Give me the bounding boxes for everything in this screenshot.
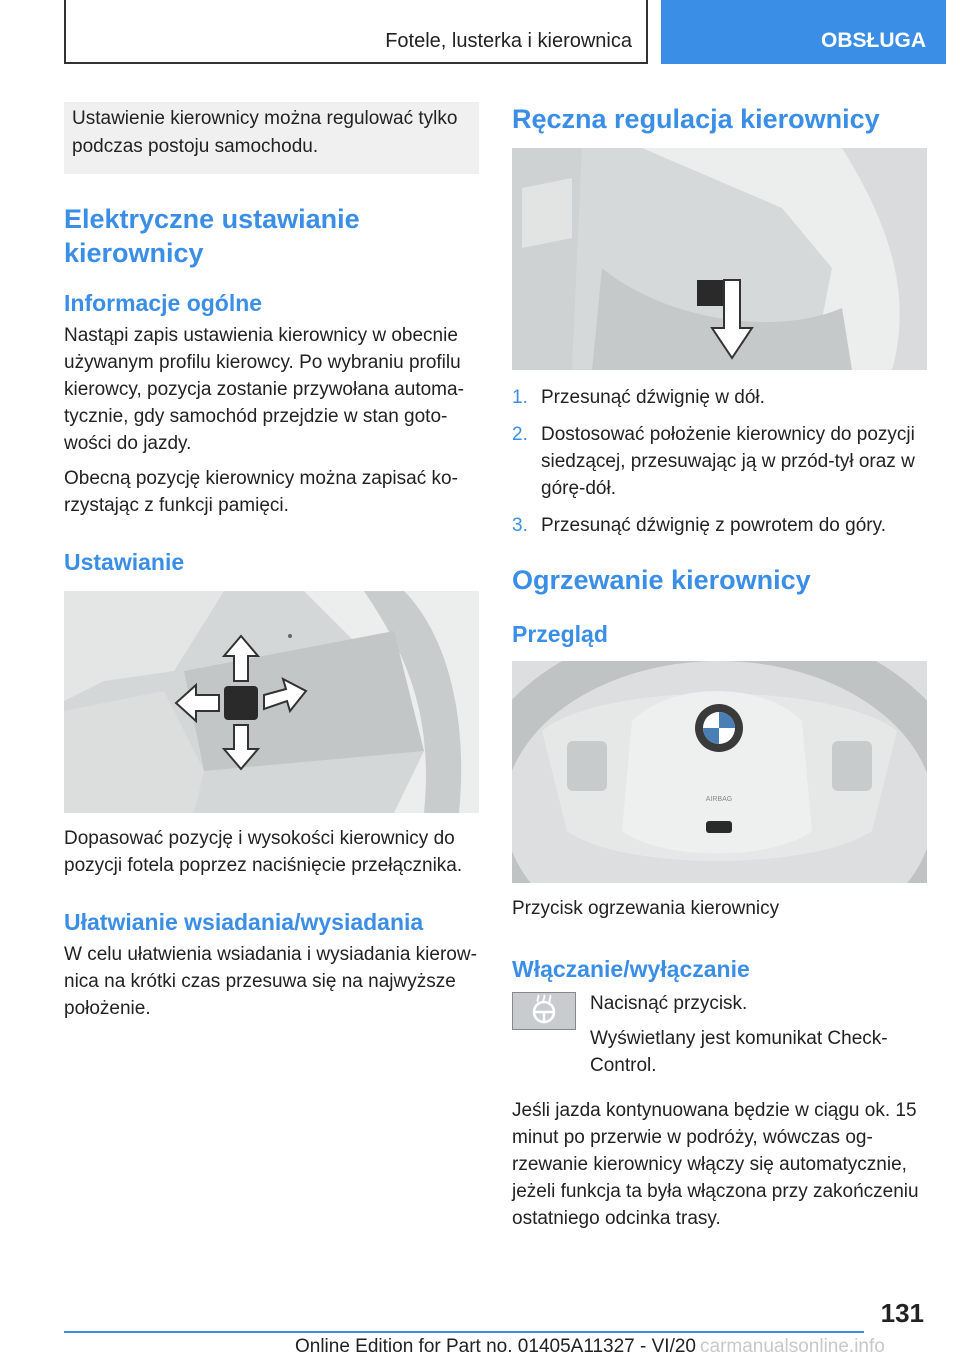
edition-text: Online Edition for Part no. 01405A11327 - VI/20 [294,1336,696,1357]
steering-wheel-illustration [512,661,927,883]
caption-setting: Dopasować pozycję i wysokości kierownicy do pozycji fotela poprzez naciśnięcie przełącznika. [64,828,463,876]
heading-electric-adjustment: Elektryczne ustawianie kierownicy [64,204,360,268]
note-box: Ustawienie kierownicy można regulować tylko podczas postoju samochodu. [64,102,479,174]
paragraph-auto-heating: Jeśli jazda kontynuowana będzie w ciągu ok. 15 minut po przerwie w podróży, wówczas ogrzewanie kierownicy włączy się automatycznie, jeżeli funkcja ta była włączona przy zakończeniu ostatniego odcinka trasy. [512,1100,919,1229]
left-column [64,102,479,1022]
heading-overview: Przegląd [512,621,608,647]
electric-switch-illustration [64,591,479,813]
airbag-label: AIRBAG [705,796,733,803]
heading-steering-heating: Ogrzewanie kierownicy [512,565,811,595]
heating-button-instruction [512,990,927,1079]
heading-setting: Ustawianie [64,549,185,575]
steps-list [512,384,927,539]
page-number: 131 [880,1298,924,1328]
manual-lever-illustration [512,148,927,370]
heading-general-info: Informacje ogólne [64,290,263,316]
heading-easy-entry: Ułatwianie wsiadania/wysiadania [64,909,424,935]
steering-heating-icon [512,992,576,1030]
list-item: 1. Przesunąć dźwignię w dół. [512,387,765,408]
paragraph-general-1: Nastąpi zapis ustawienia kierownicy w obecnie używanym profilu kierowcy. Po wybraniu profilu kierowcy, pozycja zostanie przywołana automatycznie, gdy samochód przejdzie w stan gotowości do jazdy. [64,325,464,454]
heading-manual-adjustment: Ręczna regulacja kierownicy [512,104,880,134]
watermark: carmanualsonline.info [700,1336,885,1357]
footer-rule [64,1331,864,1333]
list-item: 2. Dostosować położenie kierownicy do pozycji siedzącej, przesuwając ją w przód-tył oraz w górę-dół. [512,424,915,499]
chapter-tab: OBSŁUGA [661,0,946,64]
header-section-title: Fotele, lusterka i kierownica [64,0,648,64]
message-shown-text: Wyświetlany jest komunikat Check-Control. [590,1028,888,1076]
heading-on-off: Włączanie/wyłączanie [512,956,750,982]
press-button-text: Nacisnąć przycisk. [590,993,748,1014]
list-item: 3. Przesunąć dźwignię z powrotem do góry. [512,515,886,536]
paragraph-general-2: Obecną pozycję kierownicy można zapisać korzystając z funkcji pamięci. [64,468,458,516]
right-column [512,102,927,1232]
caption-heating-button: Przycisk ogrzewania kierownicy [512,898,780,919]
paragraph-easy-entry: W celu ułatwienia wsiadania i wysiadania kierownica na krótki czas przesuwa się na najwyższe położenie. [64,944,477,1019]
